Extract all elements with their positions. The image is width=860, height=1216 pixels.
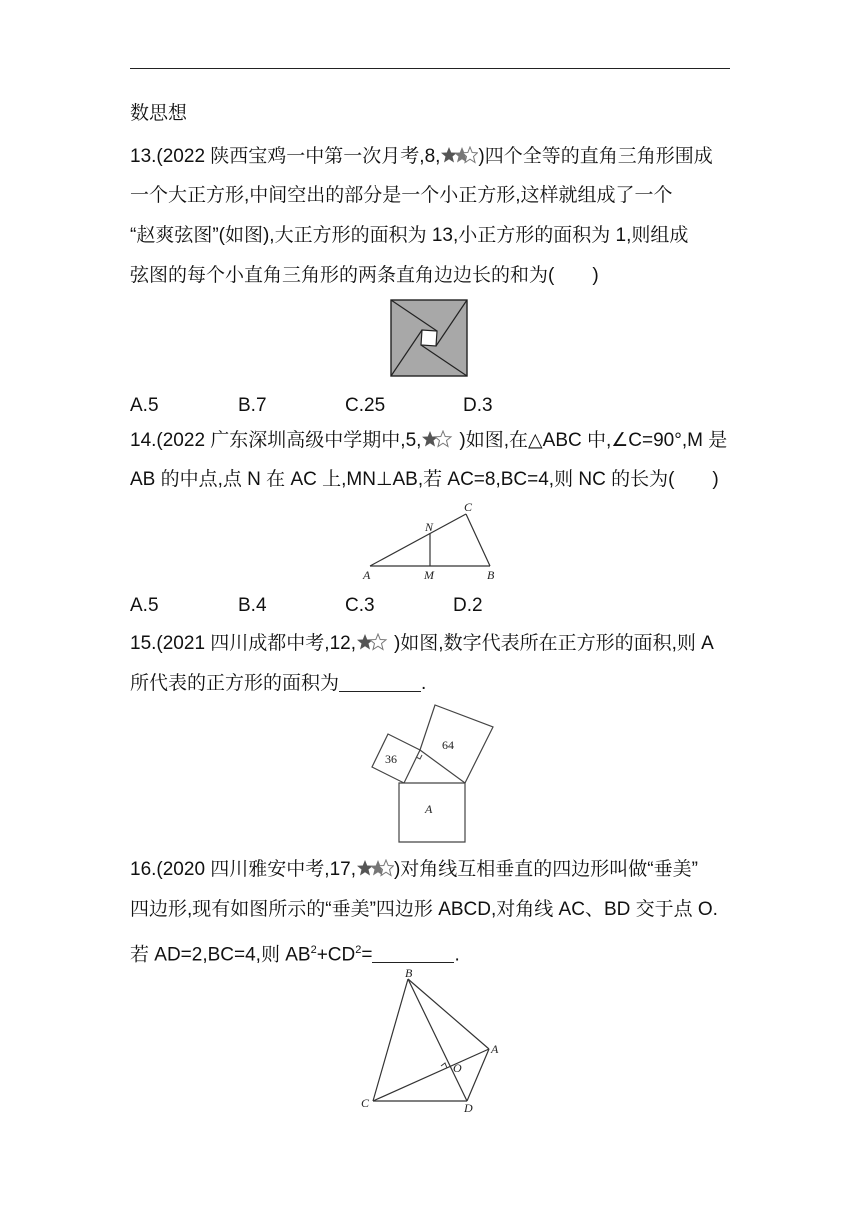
- q16-text-end: .: [454, 944, 460, 966]
- q16-text-ab: 若 AD=2,BC=4,则 AB: [130, 944, 311, 966]
- header-rule: [130, 68, 730, 69]
- q13-suffix: )四个全等的直角三角形围成: [478, 146, 713, 167]
- q13-stem-line1: [130, 145, 713, 169]
- q15-stem-line1: [130, 632, 714, 656]
- q15-line2-end: .: [421, 673, 427, 694]
- label-36: 36: [385, 752, 397, 766]
- q16-answer-blank[interactable]: [372, 945, 454, 963]
- q13-stem-line4: 弦图的每个小直角三角形的两条直角边边长的和为( ): [130, 265, 599, 286]
- label-b: B: [405, 966, 413, 980]
- label-c: C: [361, 1096, 370, 1110]
- label-a: A: [491, 1042, 499, 1056]
- q16-suffix: )对角线互相垂直的四边形叫做“垂美”: [393, 859, 698, 880]
- q13-stem-line2: 一个大正方形,中间空出的部分是一个小正方形,这样就组成了一个: [130, 185, 673, 206]
- q13-option-b[interactable]: B.7: [238, 395, 267, 416]
- label-n: N: [425, 520, 434, 534]
- q14-stem-line1: [130, 429, 727, 453]
- q16-stem-line2: 四边形,现有如图所示的“垂美”四边形 ABCD,对角线 AC、BD 交于点 O.: [130, 899, 718, 920]
- q14-option-b[interactable]: B.4: [238, 595, 267, 616]
- q13-option-a[interactable]: A.5: [130, 395, 159, 416]
- q14-option-d[interactable]: D.2: [453, 595, 483, 616]
- q16-sup-1: 2: [310, 944, 317, 956]
- label-64: 64: [442, 738, 454, 752]
- label-a: A: [425, 802, 433, 816]
- q16-quadrilateral-figure: [355, 965, 515, 1115]
- q13-option-c[interactable]: C.25: [345, 395, 386, 416]
- q14-prefix: 14.(2022 广东深圳高级中学期中,5,: [130, 430, 422, 451]
- q15-prefix: 15.(2021 四川成都中考,12,: [130, 633, 356, 654]
- label-m: M: [424, 568, 434, 582]
- q15-line2-text: 所代表的正方形的面积为: [130, 673, 340, 694]
- label-d: D: [464, 1101, 473, 1115]
- q16-text-cd: +CD: [316, 944, 356, 966]
- q15-squares-figure: [368, 700, 496, 845]
- difficulty-star-icon: [356, 633, 394, 651]
- label-b: B: [487, 568, 495, 582]
- q15-answer-blank[interactable]: [339, 674, 421, 692]
- q16-stem-line1: [130, 858, 698, 882]
- q15-suffix: )如图,数字代表所在正方形的面积,则 A: [393, 633, 714, 654]
- q14-option-a[interactable]: A.5: [130, 595, 159, 616]
- q13-stem-line3: “赵爽弦图”(如图),大正方形的面积为 13,小正方形的面积为 1,则组成: [130, 225, 689, 246]
- q14-suffix: )如图,在△ABC 中,∠C=90°,M 是: [459, 430, 728, 451]
- difficulty-star-icon: [356, 859, 394, 877]
- q16-prefix: 16.(2020 四川雅安中考,17,: [130, 859, 356, 880]
- q13-option-d[interactable]: D.3: [463, 395, 493, 416]
- q13-prefix: 13.(2022 陕西宝鸡一中第一次月考,8,: [130, 146, 441, 167]
- q16-sup-2: 2: [355, 944, 362, 956]
- section-label: 数思想: [130, 103, 188, 124]
- q13-zhao-shuang-figure: [390, 299, 468, 377]
- q14-stem-line2: AB 的中点,点 N 在 AC 上,MN⊥AB,若 AC=8,BC=4,则 NC 的长为( ): [130, 469, 719, 490]
- q14-triangle-figure: [360, 500, 510, 585]
- difficulty-star-icon: [421, 430, 459, 448]
- difficulty-star-icon: [440, 146, 478, 164]
- q14-option-c[interactable]: C.3: [345, 595, 375, 616]
- q16-text-eq: =: [361, 944, 373, 966]
- q16-stem-line3: [130, 938, 460, 967]
- q15-stem-line2: [130, 672, 426, 696]
- label-o: O: [453, 1061, 462, 1075]
- label-c: C: [464, 500, 473, 514]
- label-a: A: [363, 568, 371, 582]
